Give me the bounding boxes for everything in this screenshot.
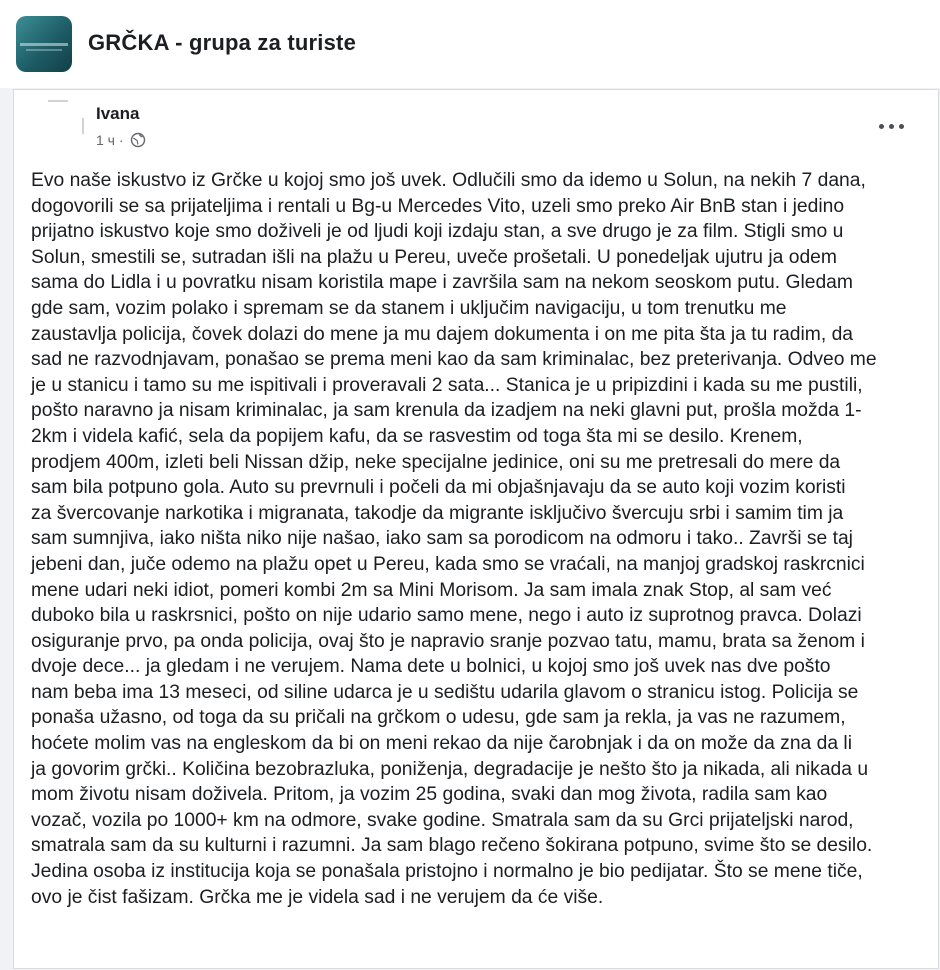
avatar-frame-side xyxy=(82,118,84,134)
dot xyxy=(889,124,894,129)
post-text-line: jebeni dan, juče odemo na plažu opet u Pereu, kada smo se vraćali, na manjoj gradskoj raskrcnici xyxy=(31,553,865,575)
cover-decoration xyxy=(20,43,68,46)
group-header xyxy=(0,0,940,88)
post-text-line: sam bila potpuno gola. Auto su prevrnuli i počeli da mi objašnjavaju da se auto koji vozim koristi xyxy=(31,477,846,499)
group-cover-icon[interactable] xyxy=(16,16,72,72)
cover-decoration-2 xyxy=(26,49,62,51)
author-name[interactable]: Ivana xyxy=(96,104,140,123)
post-text-line: hoćete molim vas na engleskom da bi on meni rekao da nije čarobnjak i da on može da zna da li xyxy=(31,733,852,755)
post-timestamp[interactable] xyxy=(96,132,146,151)
post-text-line: Jedina osoba iz institucija koja se ponašala pristojno i normalno je bio pedijatar. Što se mene tiče, xyxy=(31,861,863,883)
post-time-text: 1 ч · xyxy=(96,132,124,148)
post-text-line: osiguranje prvo, pa onda policija, ovaj što je napravio sranje pozvao tatu, mamu, brata sa ženom i xyxy=(31,630,865,652)
post-text-line: ponaša užasno, od toga da su pričali na grčkom o udesu, gde sam ja rekla, ja vas ne razumem, xyxy=(31,707,846,729)
dot xyxy=(899,124,904,129)
post-text xyxy=(31,168,921,910)
post-text-line: mom životu nisam doživela. Pritom, ja vozim 25 godina, svaki dan mog života, radila sam kao xyxy=(31,784,828,806)
post-text-line: Evo naše iskustvo iz Grčke u kojoj smo još uvek. Odlučili smo da idemo u Solun, na nekih 7 dana, xyxy=(31,170,866,191)
avatar-frame-top xyxy=(48,100,68,102)
post-text-line: 2km i videla kafić, sela da popijem kafu, da se rasvestim od toga šta mi se desilo. Krenem, xyxy=(31,425,803,447)
post-text-line: sad ne razvodnjavam, ponašao se prema meni kao da sam kriminalac, bez preterivanja. Odveo me xyxy=(31,349,877,371)
post-text-line: je u stanicu i tamo su me ispitivali i proveravali 2 sata... Stanica je u pripizdini i kada su me pustili, xyxy=(31,374,863,396)
more-options-icon[interactable] xyxy=(874,112,910,140)
post-text-line: ja govorim grčki.. Količina bezobrazluka, poniženja, degradacije je nešto što ja nikada, ali nikada u xyxy=(31,758,869,780)
post-text-line: duboko bila u raskrsnici, pošto on nije udario samo mene, nego i auto iz suprotnog pravca. Dolazi xyxy=(31,605,862,627)
post-text-line: sama do Lidla i u povratku nisam koristila mape i završila sam na nekom seoskom putu. Gledam xyxy=(31,272,853,294)
post-text-line: pošto naravno ja nisam kriminalac, ja sam krenula da izadjem na neki glavni put, prošla možda 1- xyxy=(31,400,862,422)
dot xyxy=(879,124,884,129)
post-text-line: vozač, vozila po 1000+ km na odmore, svake godine. Smatrala sam da su Grci prijateljski narod, xyxy=(31,809,854,831)
post-text-line: dvoje dece... ja gledam i ne verujem. Nama dete u bolnici, u kojoj smo još uvek nas dve pošto xyxy=(31,656,831,678)
post-text-line: za švercovanje narkotika i migranata, takodje da migrante isključivo švercuju srbi i samim tim ja xyxy=(31,502,844,524)
post-text-line: mene udari neki idiot, pomeri kombi 2m sa Mini Morisom. Ja sam imala znak Stop, al sam već xyxy=(31,579,832,601)
post-text-line: gde sam, vozim polako i spremam se da stanem i uključim navigaciju, u tom trenutku me xyxy=(31,297,787,319)
post-text-line: smatrala sam da su kulturni i razumni. Ja sam blago rečeno šokirana potpuno, svime što se desilo. xyxy=(31,835,873,857)
post-text-line: nam beba ima 13 meseci, od siline udarca je u sedištu udarila glavom o stranicu istog. Policija se xyxy=(31,681,859,703)
post-text-line: zaustavlja policija, čovek dolazi do mene ja mu dajem dokumenta i on me pita šta ja tu radim, da xyxy=(31,323,854,345)
author-avatar[interactable] xyxy=(48,100,84,136)
post-text-line: prodjem 400m, izleti beli Nissan džip, neke specijalne jedinice, oni su me pretresali do mere da xyxy=(31,451,841,473)
group-title[interactable]: GRČKA - grupa za turiste xyxy=(88,30,357,55)
post-text-line: sam sumnjiva, iako ništa niko nije našao, iako sam sa porodicom na odmoru i tako.. Završi se taj xyxy=(31,528,853,550)
globe-icon xyxy=(130,132,146,151)
post-text-line: prijatno iskustvo koje smo doživeli je od ljudi koji izdaju stan, a sve drugo je za film. Stigli smo u xyxy=(31,221,844,243)
post-text-line: ovo je čist fašizam. Grčka me je videla sad i ne verujem da će više. xyxy=(31,886,604,908)
post-text-line: dogovorili se sa prijateljima i rentali u Bg-u Mercedes Vito, uzeli smo preko Air BnB stan i jedino xyxy=(31,195,845,217)
post-text-line: Solun, smestili se, sutradan išli na plažu u Pereu, uveče prošetali. U ponedeljak ujutru ja odem xyxy=(31,246,837,268)
